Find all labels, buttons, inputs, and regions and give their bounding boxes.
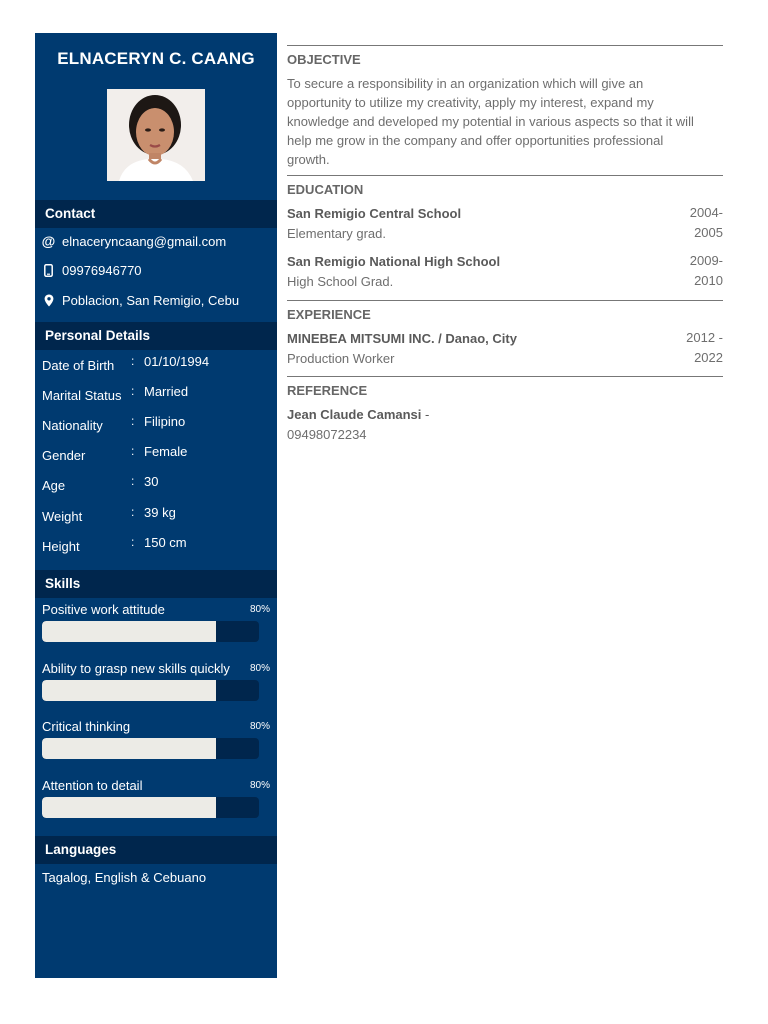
pd-value-weight: 39 kg xyxy=(144,505,176,520)
pd-colon: : xyxy=(131,384,135,398)
contact-email[interactable] xyxy=(41,233,226,249)
objective-line: To secure a responsibility in an organization which will give an xyxy=(287,76,644,91)
objective-line: opportunity to utilize my creativity, apply my interest, expand my xyxy=(287,95,654,110)
sidebar xyxy=(35,33,277,978)
pd-value-marital: Married xyxy=(144,384,189,399)
skill-bar-fill xyxy=(42,621,216,642)
education-year-start: 2004- xyxy=(689,205,723,220)
reference-dash: - xyxy=(421,407,430,422)
at-icon: @ xyxy=(41,233,56,249)
skill-bar-fill xyxy=(42,680,216,701)
skill-name: Positive work attitude xyxy=(42,602,165,617)
pd-value-gender: Female xyxy=(144,444,188,459)
full-name: ELNACERYN C. CAANG xyxy=(57,49,255,68)
education-heading: EDUCATION xyxy=(287,182,364,197)
education-year-start: 2009- xyxy=(689,253,723,268)
pd-colon: : xyxy=(131,414,135,428)
pd-colon: : xyxy=(131,535,135,549)
skill-bar-fill xyxy=(42,738,216,759)
skill-percent: 80% xyxy=(249,663,270,674)
pd-value-dob: 01/10/1994 xyxy=(144,354,210,369)
pd-label-marital: Marital Status xyxy=(42,388,122,403)
divider xyxy=(287,300,723,301)
experience-year-start: 2012 - xyxy=(686,330,723,345)
objective-line: knowledge and developed my potential in various aspects so that it will xyxy=(287,114,694,129)
pd-value-age: 30 xyxy=(144,474,159,489)
experience-year-end: 2022 xyxy=(694,350,723,365)
skills-heading: Skills xyxy=(35,570,277,598)
languages-heading: Languages xyxy=(35,836,277,864)
pd-label-nationality: Nationality xyxy=(42,418,103,433)
pd-value-height: 150 cm xyxy=(144,535,187,550)
objective-line: growth. xyxy=(287,152,330,167)
divider xyxy=(287,376,723,377)
skill-percent: 80% xyxy=(249,721,270,732)
skill-name: Ability to grasp new skills quickly xyxy=(42,661,230,676)
contact-address xyxy=(41,293,239,308)
skill-percent: 80% xyxy=(249,604,270,615)
pd-label-dob: Date of Birth xyxy=(42,358,115,373)
pd-colon: : xyxy=(131,354,135,368)
education-school: San Remigio Central School xyxy=(287,206,462,221)
phone-icon xyxy=(41,264,56,277)
skill-bar-fill xyxy=(42,797,216,818)
personal-details-heading: Personal Details xyxy=(35,322,277,350)
divider xyxy=(287,175,723,176)
skill-name: Critical thinking xyxy=(42,719,131,734)
email-text: elnaceryncaang@gmail.com xyxy=(62,233,227,249)
profile-photo xyxy=(107,89,205,181)
contact-heading: Contact xyxy=(35,200,277,228)
skill-bar xyxy=(42,621,259,642)
map-pin-icon xyxy=(41,294,56,307)
experience-company: MINEBEA MITSUMI INC. / Danao, City xyxy=(287,331,517,346)
pd-label-height: Height xyxy=(42,539,80,554)
languages-text: Tagalog, English & Cebuano xyxy=(42,870,207,885)
divider xyxy=(287,45,723,46)
skill-bar xyxy=(42,738,259,759)
pd-label-gender: Gender xyxy=(42,448,86,463)
pd-colon: : xyxy=(131,505,135,519)
skill-name: Attention to detail xyxy=(42,778,143,793)
education-level: Elementary grad. xyxy=(287,226,386,241)
address-text: Poblacion, San Remigio, Cebu xyxy=(62,293,240,308)
education-level: High School Grad. xyxy=(287,274,394,289)
reference-heading: REFERENCE xyxy=(287,383,368,398)
pd-value-nationality: Filipino xyxy=(144,414,186,429)
phone-text: 09976946770 xyxy=(62,263,142,278)
pd-colon: : xyxy=(131,474,135,488)
reference-line xyxy=(287,407,429,422)
pd-label-weight: Weight xyxy=(42,509,83,524)
skill-bar xyxy=(42,797,259,818)
education-year-end: 2010 xyxy=(694,273,723,288)
objective-heading: OBJECTIVE xyxy=(287,52,361,67)
reference-name: Jean Claude Camansi xyxy=(287,407,422,422)
skill-percent: 80% xyxy=(249,780,270,791)
contact-phone[interactable] xyxy=(41,263,142,278)
skill-bar xyxy=(42,680,259,701)
experience-role: Production Worker xyxy=(287,351,395,366)
reference-phone: 09498072234 xyxy=(287,427,367,442)
experience-heading: EXPERIENCE xyxy=(287,307,371,322)
education-year-end: 2005 xyxy=(694,225,723,240)
pd-colon: : xyxy=(131,444,135,458)
pd-label-age: Age xyxy=(42,478,66,493)
education-school: San Remigio National High School xyxy=(287,254,501,269)
objective-line: help me grow in the company and offer opportunities professional xyxy=(287,133,664,148)
